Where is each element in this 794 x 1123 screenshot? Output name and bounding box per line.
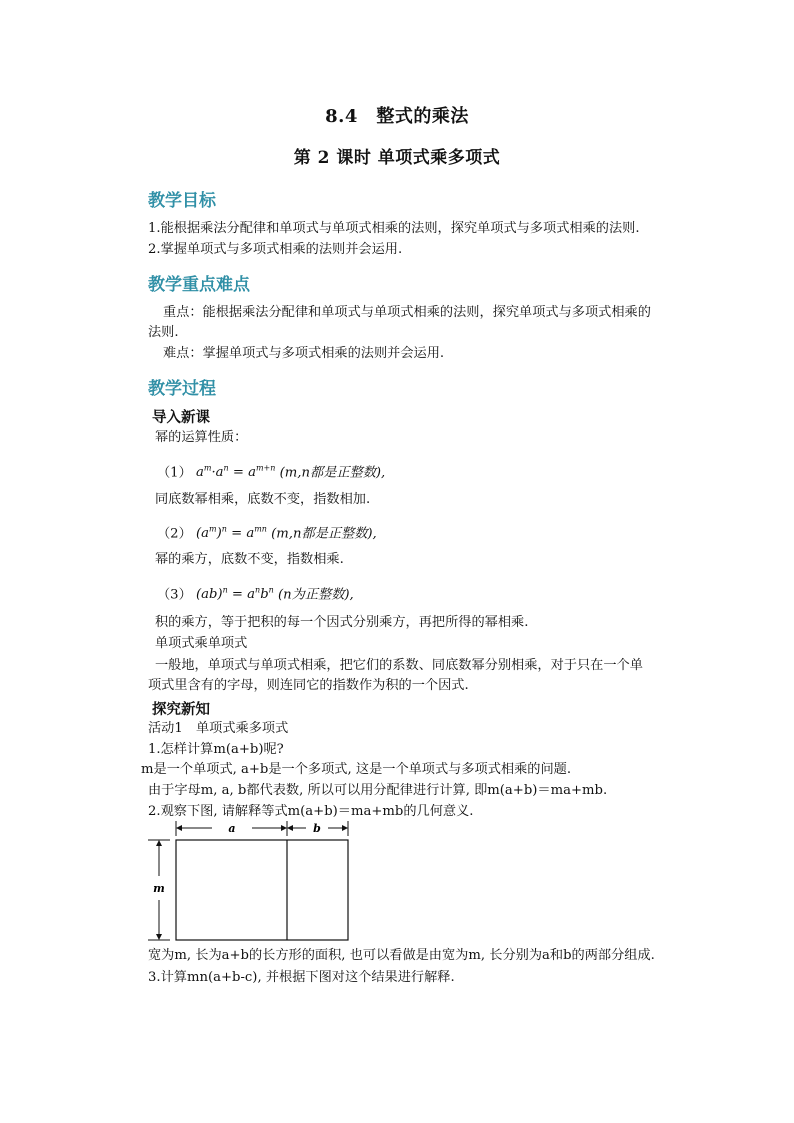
- question-1-answer-a: m是一个单项式, a+b是一个多项式, 这是一个单项式与多项式相乘的问题.: [141, 762, 572, 777]
- mono-mult-line1: 一般地，单项式与单项式相乘，把它们的系数、同底数幂分别相乘，对于只在一个单: [155, 658, 643, 673]
- rule-1-formula: [157, 459, 385, 483]
- rule-1-text: 同底数幂相乘，底数不变，指数相加.: [155, 492, 371, 507]
- rule-2-formula: [157, 520, 377, 544]
- mono-mult-title: 单项式乘单项式: [155, 636, 248, 651]
- outer-rectangle: [176, 840, 348, 940]
- question-3: 3.计算mn(a+b-c), 并根据下图对这个结果进行解释.: [148, 970, 455, 985]
- lesson-title: 8.4 整式的乘法: [325, 106, 469, 127]
- objective-item-1: 1.能根据乘法分配律和单项式与单项式相乘的法则，探究单项式与多项式相乘的法则.: [148, 221, 640, 236]
- keypoints-heading: 教学重点难点: [148, 275, 250, 295]
- explore-heading: 探究新知: [152, 702, 210, 718]
- rule-3-number: （3）: [157, 587, 192, 603]
- rule-2-number: （2）: [157, 526, 192, 542]
- rule-2-text: 幂的乘方，底数不变，指数相乘.: [155, 552, 344, 567]
- intro-heading: 导入新课: [152, 410, 210, 426]
- label-m: m: [153, 882, 165, 895]
- rule-3-condition: (n为正整数),: [278, 587, 354, 603]
- key-point-line2: 法则.: [148, 325, 179, 340]
- rule-3-text: 积的乘方，等于把积的每一个因式分别乘方，再把所得的幂相乘.: [155, 615, 529, 630]
- rule-3-expression: $(ab)^n = a^nb^n$: [195, 586, 274, 603]
- rule-2-condition: (m,n都是正整数),: [271, 526, 377, 542]
- question-1: 1.怎样计算m(a+b)呢?: [148, 742, 284, 757]
- activity-1-title: 活动1 单项式乘多项式: [148, 721, 289, 736]
- label-b: b: [313, 822, 321, 835]
- rule-2-expression: $(a^m)^n = a^{mn}$: [195, 525, 267, 542]
- question-1-answer-b: 由于字母m, a, b都代表数, 所以可以用分配律进行计算, 即m(a+b)＝ma+mb.: [148, 783, 608, 798]
- rule-1-number: （1）: [157, 465, 192, 481]
- question-2: 2.观察下图, 请解释等式m(a+b)＝ma+mb的几何意义.: [148, 804, 474, 819]
- objective-item-2: 2.掌握单项式与多项式相乘的法则并会运用.: [148, 242, 403, 257]
- mono-mult-line2: 项式里含有的字母，则连同它的指数作为积的一个因式.: [148, 678, 469, 693]
- power-props-label: 幂的运算性质：: [155, 430, 248, 445]
- lesson-subtitle: 第 2 课时 单项式乘多项式: [293, 148, 501, 168]
- rectangle-area-figure: [148, 820, 358, 942]
- label-a: a: [228, 822, 236, 835]
- question-2-answer: 宽为m, 长为a+b的长方形的面积, 也可以看做是由宽为m, 长分别为a和b的两部分组成.: [148, 948, 655, 963]
- rule-3-formula: [157, 581, 354, 605]
- key-point-line1: 重点：能根据乘法分配律和单项式与单项式相乘的法则，探究单项式与多项式相乘的: [163, 305, 651, 320]
- objectives-heading: 教学目标: [148, 191, 216, 211]
- process-heading: 教学过程: [148, 379, 216, 399]
- rule-1-expression: $a^m\cdot a^n = a^{m+n}$: [195, 464, 276, 481]
- difficult-point: 难点：掌握单项式与多项式相乘的法则并会运用.: [163, 346, 445, 361]
- rule-1-condition: (m,n都是正整数),: [279, 465, 386, 481]
